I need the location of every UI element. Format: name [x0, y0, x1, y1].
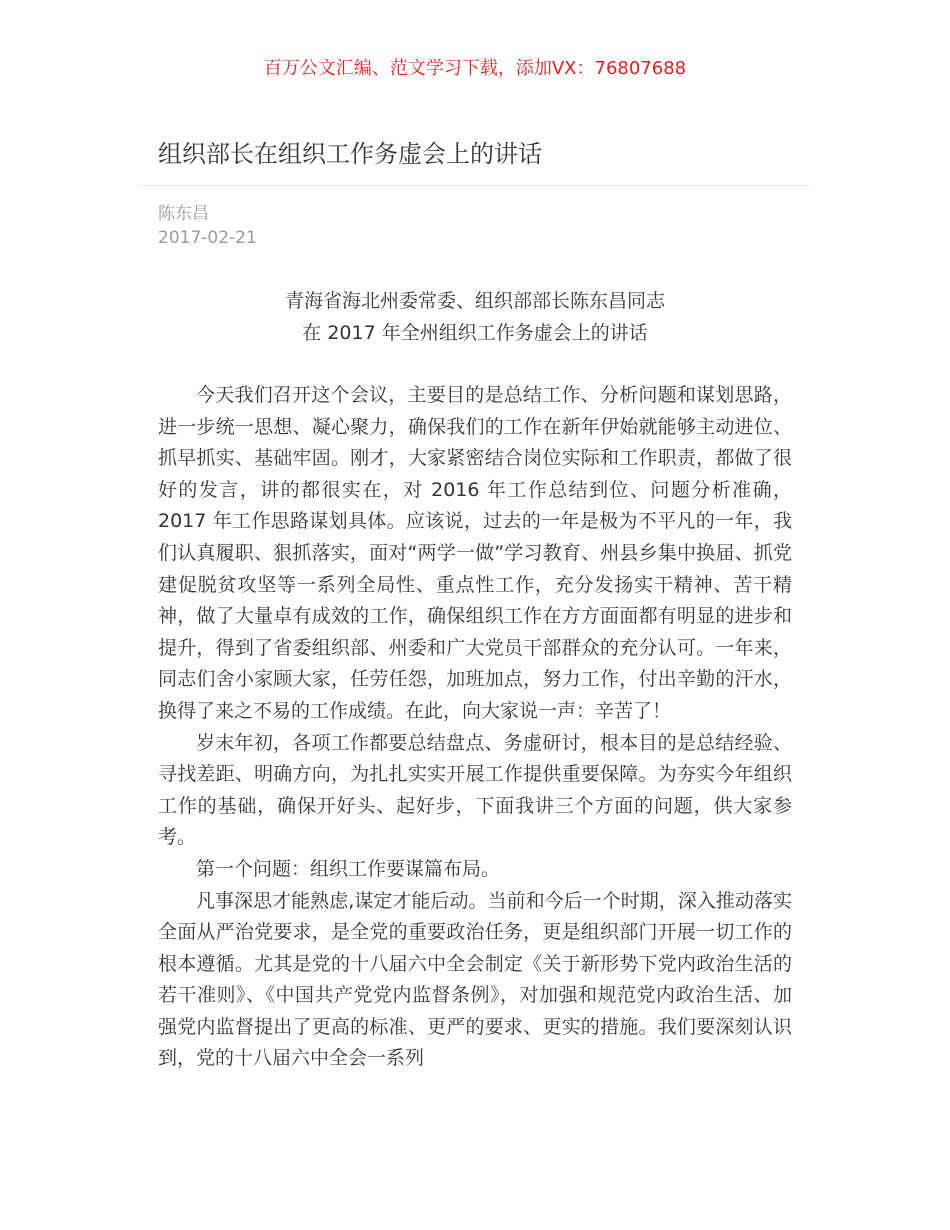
- speech-subheading-line2: 在 2017 年全州组织工作务虚会上的讲话: [302, 322, 648, 344]
- article-date: 2017-02-21: [158, 228, 257, 248]
- body-paragraph: 凡事深思才能熟虑,谋定才能后动。当前和今后一个时期，深入推动落实全面从严治党要求，是全党的重要政治任务，更是组织部门开展一切工作的根本遵循。尤其是党的十八届六中全会制定《关于新形势下党内政治生活的若干准则》、《中国共产党党内监督条例》，对加强和规范党内政治生活、加强党内监督提出了更高的标准、更严的要求、更实的措施。我们要深刻认识到，党的十八届六中全会一系列: [158, 889, 792, 1070]
- title-divider: [140, 185, 811, 186]
- article-body: [158, 380, 792, 1075]
- speech-subheading-line1: 青海省海北州委常委、组织部部长陈东昌同志: [284, 290, 665, 312]
- body-paragraph: 今天我们召开这个会议，主要目的是总结工作、分析问题和谋划思路，进一步统一思想、凝心聚力，确保我们的工作在新年伊始就能够主动进位、抓早抓实、基础牢固。刚才，大家紧密结合岗位实际和工作职责，都做了很好的发言，讲的都很实在，对 2016 年工作总结到位、问题分析准确，2017 年工作思路谋划具体。应该说，过去的一年是极为不平凡的一年，我们认真履职、狠抓落实，面对“两学一做”学习教育、州县乡集中换届、抓党建促脱贫攻坚等一系列全局性、重点性工作，充分发扬实干精神、苦干精神，做了大量卓有成效的工作，确保组织工作在方方面面都有明显的进步和提升，得到了省委组织部、州委和广大党员干部群众的充分认可。一年来，同志们舍小家顾大家，任劳任怨，加班加点，努力工作，付出辛勤的汗水，换得了来之不易的工作成绩。在此，向大家说一声：辛苦了！: [158, 384, 792, 722]
- article-title: 组织部长在组织工作务虚会上的讲话: [158, 140, 542, 168]
- article-author: 陈东昌: [158, 204, 209, 224]
- promo-banner: 百万公文汇编、范文学习下载，添加VX：76807688: [263, 58, 687, 79]
- body-paragraph: 第一个问题：组织工作要谋篇布局。: [196, 857, 501, 880]
- body-paragraph: 岁末年初，各项工作都要总结盘点、务虚研讨，根本目的是总结经验、寻找差距、明确方向，为扎扎实实开展工作提供重要保障。为夯实今年组织工作的基础，确保开好头、起好步，下面我讲三个方面的问题，供大家参考。: [158, 731, 792, 849]
